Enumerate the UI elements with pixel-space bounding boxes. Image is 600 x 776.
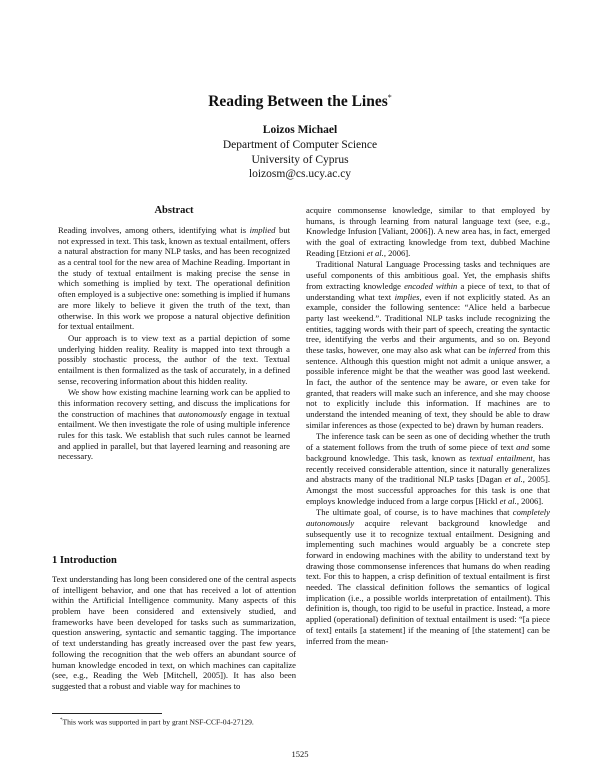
- body-text: The inference task can be seen as one of deciding whether the truth of a statement follows from the truth of some piece of text: [306, 431, 550, 453]
- emphasis-text: implies: [394, 291, 420, 302]
- author-department: Department of Computer Science: [222, 138, 378, 151]
- body-text: Our approach is to view text as a partial depiction of some underlying hidden reality. Reality is mapped into text through a possibly stochastic process, the author of the text. Textual entailment is then formalized as the task of accurately, in a defined sense, recovering information about this hidden reality.: [58, 332, 290, 386]
- body-text: The ultimate goal, of course, is to have machines that: [316, 507, 513, 518]
- author-block: [0, 123, 600, 182]
- title-footnote-marker: *: [387, 93, 392, 102]
- right-column-paragraph: [306, 259, 550, 430]
- title-text: Reading Between the Lines: [208, 93, 388, 111]
- right-column-paragraph: [306, 431, 550, 506]
- body-text: some background knowledge. This task, known as: [306, 442, 551, 463]
- body-text: Text understanding has long been considered one of the central aspects of intelligent behavior, and one that has received a lot of attention within the Artificial Intelligence community. Many aspects of this problem have been considered and extensively studied, and frameworks have been developed for tasks such as summarization, question answering, syntactic and semantic tagging. The importance of text understanding has greatly increased over the past few years, following the recognition that the web offers an abundant source of human knowledge encoded in text, on which machines can capitalize (see, e.g., Reading the Web [Mitchell, 2005]). It has also been suggested that a robust and viable way for machines to: [52, 574, 296, 691]
- body-text: Traditional Natural Language Processing tasks and techniques are useful components of this ambitious goal. Yet, the emphasis shifts from extracting knowledge: [306, 259, 550, 291]
- body-text: , even if not explicitly stated. As an example, consider the following sentence: “Alice held a barbecue party last weekend.”. Traditional NLP tasks include recognizing the entities, tagging words with their part of speech, creating the syntactic tree, identifying the verbs and their arguments, and so on. Beyond these tasks, however, one may also ask what can be: [306, 291, 550, 355]
- emphasis-text: et al.: [366, 247, 384, 258]
- right-column-paragraph: [306, 507, 550, 646]
- footnote: [60, 716, 300, 727]
- body-text: We show how existing machine learning work can be applied to this information recovery setting, and discuss the implications for the construction of machines that: [58, 387, 290, 419]
- right-column-body: [306, 205, 550, 647]
- paper-title: [0, 93, 600, 111]
- abstract-paragraph: [58, 225, 290, 332]
- body-text: , 2006].: [383, 247, 411, 258]
- emphasis-text: encoded within: [404, 280, 458, 291]
- footnote-marker: *: [60, 718, 63, 723]
- author-name: Loizos Michael: [262, 124, 338, 136]
- emphasis-text: autonomously: [178, 408, 227, 419]
- author-email: loizosm@cs.ucy.ac.cy: [248, 168, 352, 181]
- emphasis-text: textual entailment: [469, 452, 533, 463]
- body-text: acquire commonsense knowledge, similar to that employed by humans, is through learning from natural language text (see, e.g., Knowledge Infusion [Valiant, 2006]). A new area has, in fact, emerged with the goal of extracting knowledge from text, dubbed Machine Reading [Etzioni: [306, 205, 550, 258]
- intro-body: [52, 574, 296, 693]
- emphasis-text: et al.: [499, 495, 517, 506]
- intro-heading: 1 Introduction: [52, 555, 117, 566]
- emphasis-text: completely autonomously: [306, 507, 550, 528]
- footnote-rule: [52, 713, 162, 714]
- body-text: but not expressed in text. This task, known as textual entailment, offers a natural abstraction for many NLP tasks, and has been recognized as a central tool for the new area of Machine Reading. Important in the study of textual entailment is making precise the sense in which something is implied by text. The operational definition often employed is a subjective one: something is implied if humans are more likely to believe it given the truth of the text, than otherwise. In this work we propose a natural objective definition for textual entailment.: [58, 225, 290, 332]
- body-text: engage in textual entailment. We then investigate the role of using multiple inference rules for this task. We establish that such rules cannot be learned and applied in parallel, but that layered learning and reasoning are necessary.: [58, 408, 290, 462]
- footnote-text: This work was supported in part by grant NSF-CCF-04-27129.: [62, 717, 254, 727]
- emphasis-text: implied: [249, 225, 276, 235]
- emphasis-text: inferred: [488, 344, 516, 355]
- abstract-paragraph: [58, 333, 290, 386]
- body-text: Reading involves, among others, identifying what is: [58, 225, 250, 235]
- body-text: , 2006].: [516, 495, 544, 506]
- body-text: from this sentence. Although this question might not admit a unique answer, a possible inference might be that the weather was good last weekend. In fact, the author of the sentence may be aware, or even take for granted, that readers will make such an inference, and she may choose not to explicitly include this information. If machines are to understand the intended meaning of text, they should be able to draw similar inferences as those (expected to be) drawn by human readers.: [306, 344, 550, 430]
- body-text: a piece of text, to that of understanding what text: [306, 280, 550, 302]
- intro-paragraph: [52, 574, 296, 692]
- body-text: , has recently received considerable attention, since it naturally generalizes and abstracts many of the traditional NLP tasks [Dagan: [306, 452, 550, 485]
- author-university: University of Cyprus: [251, 153, 349, 166]
- abstract-heading: Abstract: [154, 205, 194, 216]
- right-column-paragraph: [306, 205, 550, 258]
- abstract-paragraph: [58, 387, 290, 462]
- emphasis-text: et al.: [504, 474, 523, 485]
- page-number: 1525: [291, 749, 309, 759]
- emphasis-text: and: [516, 442, 530, 453]
- body-text: acquire relevant background knowledge and subsequently use it to recognize textual entailment. Designing and implementing such machines would arguably be a concrete step forward in endowing machines with the ability to understand text by drawing those commonsense inferences that humans do when reading text. For this to happen, a crisp definition of textual entailment is first needed. The classical definition follows the semantics of logical implication (i.e., a possible worlds interpretation of entailment). This definition is, though, too rigid to be useful in practice. Instead, a more applied (operational) definition of textual entailment is used: “[a piece of text] entails [a statement] if the meaning of [the statement] can be inferred from the mean-: [306, 517, 550, 646]
- body-text: , 2005]. Amongst the most successful approaches for this task is one that employs knowledge induced from a large corpus [Hickl: [306, 474, 550, 506]
- abstract-body: [58, 225, 290, 463]
